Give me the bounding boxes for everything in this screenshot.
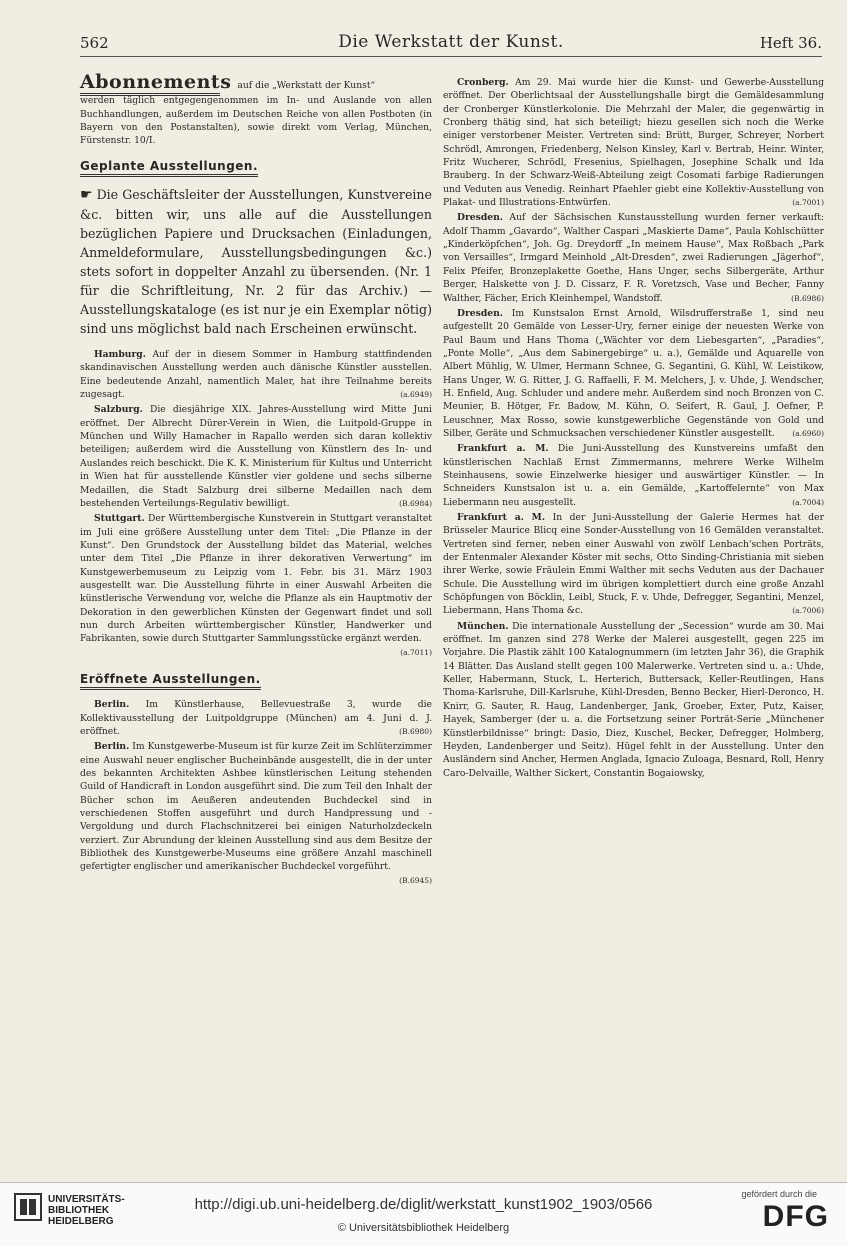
dfg-logo: DFG: [762, 1200, 829, 1233]
entry-ref: (a.6960): [792, 428, 824, 438]
entry-text: Die diesjährige XIX. Jahres-Ausstellung wird Mitte Juni eröffnet. Der Albrecht Dürer-Verein in Wien, die Luitpold-Gruppe in München und Willy Hamacher in Rapallo werden sich daran kollektiv beteiligen; außerdem wird die Ausstellung von Künstlern des In- und Auslandes reich beschickt. Die K. K. Ministerium für Kultus und Unterricht in Wien hat für ausstellende Künstler vier goldene und sechs silberne Medaillen, die Stadt Salzburg drei silberne Medaillen nach dem bestehenden Verteilungs-Regulativ bewilligt.: [80, 404, 432, 509]
entry-city: Stuttgart.: [94, 513, 145, 525]
entry-dresden-1: [443, 211, 824, 304]
entry-salzburg: [80, 403, 432, 510]
entry-dresden-2: [443, 307, 824, 440]
entry-text: Auf der Sächsischen Kunstausstellung wurden ferner verkauft: Adolf Thamm „Gavardo“, Walther Caspari „Maskierte Dame“, Paula Kohlschütter „Kinderköpfchen“, Joh. Gg. Dreydorff „In meinem Hause“, Max Roßbach „Park von Versailles“, Irmgard Meinhold „Alt-Dresden“, zwei Radierungen „Jägerhof“, Felix Pfeifer, Bronzeplakette Goethe, Hans Unger, sechs Silbergeräte, Arthur Berger, Halskette von J. D. Cissarz, F. R. Voretzsch, Vase und Becher, Fanny Walther, Fächer, Erich Kleinhempel, Wandstoff.: [443, 212, 824, 304]
right-column: [443, 76, 824, 782]
header-rule: [80, 56, 822, 57]
entry-ref: (a.6949): [400, 390, 432, 400]
entry-text: In der Juni-Ausstellung der Galerie Hermes hat der Brüsseler Maurice Blicq eine Sonder-Ausstellung von 16 Gemälden veranstaltet. Vertreten sind ferner, neben einer Auswahl von zwölf Lenbach'schen Porträts, der Entenmaler Alexander Köster mit sechs, Otto Sinding-Christiania mit sieben ihrer Werke, sowie Fräulein Emmi Walther mit sechs Veduten aus der Dachauer Schule. Die Ausstellung wird im übrigen komplettiert durch eine große Anzahl Schöpfungen von Böcklin, Leibl, Stuck, F. v. Uhde, Defregger, Segantini, Menzel, Liebermann, Hans Thoma &c.: [443, 512, 824, 617]
notice-text: Die Geschäftsleiter der Ausstellungen, Kunstvereine &c. bitten wir, uns alle auf die Ausstellungen bezüglichen Papiere und Drucksachen (Einladungen, Anmeldeformulare, Ausstellungsbedingungen &c.) stets sofort in doppelter Anzahl zu übersenden. (Nr. 1 für die Schriftleitung, Nr. 2 für das Archiv.) — Ausstellungskataloge (es ist nur je ein Exemplar nötig) sind uns möglichst bald nach Erscheinen erwünscht.: [80, 187, 432, 337]
entry-text: Im Künstlerhause, Bellevuestraße 3, wurde die Kollektivausstellung der Luitpoldgruppe (München) am 4. Juni d. J. eröffnet.: [80, 699, 432, 737]
entry-hamburg: [80, 348, 432, 401]
library-banner: [0, 1182, 847, 1246]
entry-stuttgart: [80, 512, 432, 659]
entry-city: Salzburg.: [94, 404, 143, 416]
entry-city: Cronberg.: [457, 77, 509, 88]
digital-url-link[interactable]: http://digi.ub.uni-heidelberg.de/diglit/werkstatt_kunst1902_1903/0566: [194, 1196, 653, 1213]
entry-city: Frankfurt a. M.: [457, 512, 546, 523]
entry-ref: (a.7001): [792, 198, 824, 208]
entry-city: Berlin.: [94, 699, 130, 711]
entry-text: Im Kunstgewerbe-Museum ist für kurze Zeit im Schlüterzimmer eine Auswahl neuer englischer Bucheinbände ausgestellt, die in der unter des bekannten Architekten Ashbee künstlerischen Leitung stehenden Guild of Handicraft in London ausgeführt sind. Die zum Teil den Inhalt der Bücher schon im Aeußeren andeutenden Buchdeckel sind in verschiedenen Stoffen ausgeführt und durch Handpressung und -Vergoldung und durch Flachschnitzerei bei einigen Naturholzdeckeln verziert. Zur Abrundung der kleinen Ausstellung sind aus dem Besitze der Bibliothek des Kunstgewerbe-Museums eine größere Anzahl maschinell gefertigter englischer und amerikanischer Buchdeckel vorgeführt.: [80, 741, 432, 873]
entry-ref: (a.7011): [400, 647, 432, 657]
page-number: 562: [80, 34, 109, 52]
entry-city: Dresden.: [457, 307, 503, 319]
issue-number: Heft 36.: [759, 34, 822, 52]
entry-ref: (B.6984): [399, 498, 432, 508]
entry-city: Berlin.: [94, 741, 130, 753]
abonnements-block: [80, 71, 432, 148]
entry-city: Dresden.: [457, 212, 503, 224]
entry-text: Der Württembergische Kunstverein in Stuttgart veranstaltet im Juli eine größere Ausstellung unter dem Titel: „Die Pflanze in der Kunst“. Den Grundstock der Ausstellung bildet das Material, welches unter dem Titel „Die Pflanze in ihrer dekorativen Verwertung“ im Kunstgewerbemuseum zu Leipzig vom 1. Febr. bis 31. März 1903 ausgestellt war. Die Ausstellung führte in einer Auswahl Arbeiten die künstlerische Verwendung vor, welche die Pflanze als ein Hauptmotiv der Dekoration in den gewerblichen Künsten der Gegenwart findet und soll nun durch Arbeiten württembergischer Künstler, Handwerker und Fabrikanten, sowie durch Stuttgarter Sammlungsstücke ergänzt werden.: [80, 513, 432, 645]
abonnements-intro: auf die „Werkstatt der Kunst“: [237, 80, 376, 91]
entry-text: Die internationale Ausstellung der „Secession“ wurde am 30. Mai eröffnet. Im ganzen sind 278 Werke der Malerei ausgestellt, gegen 225 im Vorjahre. Die Plastik zählt 100 Katalognummern (im letzten Jahr 36), die Graphik 14 Blätter. Das Ausland stellt gegen 100 Malerwerke. Vertreten sind u. a.: Uhde, Keller, Habermann, Stuck, L. Herterich, Buttersack, Keller-Reutlingen, Hans Thoma-Karlsruhe, Dill-Karlsruhe, Kühl-Dresden, Benno Becker, Hierl-Deronco, H. Knirr, G. Sauter, R. Haug, Landenberger, Jank, Groeber, Exter, Putz, Kaiser, Hayek, Samberger (der u. a. die Fortsetzung seiner Porträt-Serie „Münchener Künstlerbildnisse“ bringt: Dasio, Diez, Kuschel, Becker, Defregger, Holmberg, Heyden, Landenberger und Seitz). Hügel fehlt in der Ausstellung. Unter den Ausländern sind Ancher, Hermen Anglada, Ignacio Zuloaga, Besnard, Roll, Henry Caro-Delvaille, Walther Sickert, Constantin Bogaiowsky,: [443, 620, 824, 779]
entry-ref: (B.6986): [791, 293, 824, 303]
entry-ref: (a.7004): [792, 497, 824, 507]
entry-text: Am 29. Mai wurde hier die Kunst- und Gewerbe-Ausstellung eröffnet. Der Oberlichtsaal der Ausstellungshalle birgt die Gemäldesammlung der Cronberger Künstlerkolonie. Die Mehrzahl der Maler, die gegenwärtig in Cronberg thätig sind, hat sich beteiligt; hiezu gesellen sich noch die Werke einiger verstorbener Meister. Vertreten sind: Brütt, Burger, Schreyer, Norbert Schrödl, Amrongen, Friedenberg, Nelson Kinsley, Karl v. Bertrab, Heinr. Winter, Fritz Wucherer, Schrödl, Fresenius, Spielhagen, Josephine Schalk und Ida Brauberg. In der Schwarz-Weiß-Abteilung zeigt Cosomati farbige Radierungen und Veduten aus Venedig. Reinhart Pfaehler giebt eine Kollektiv-Ausstellung von Plakat- und Illustrations-Entwürfen.: [443, 77, 824, 209]
entry-frankfurt-2: [443, 511, 824, 618]
entry-city: Frankfurt a. M.: [457, 443, 549, 455]
entry-city: München.: [457, 620, 509, 632]
geplante-notice: [80, 185, 432, 338]
entry-ref: (B.6980): [399, 727, 432, 736]
entry-text: Die Juni-Ausstellung des Kunstvereins umfaßt den künstlerischen Nachlaß Ernst Zimmermanns, mehrere Werke Wilhelm Steinhausens, sowie Einzelwerke hiesiger und auswärtiger Künstler. — In Schneiders Kunstsalon ist u. a. ein Gemälde, „Kartoffelernte“ von Max Liebermann neu ausgestellt.: [443, 443, 824, 508]
left-column: [80, 71, 433, 889]
entry-cronberg: [443, 76, 824, 209]
geplante-heading: Geplante Ausstellungen.: [80, 160, 258, 177]
library-name-line: HEIDELBERG: [48, 1216, 114, 1227]
entry-frankfurt-1: [443, 442, 824, 509]
running-title: Die Werkstatt der Kunst.: [338, 32, 564, 52]
entry-berlin-2: [80, 740, 432, 887]
entry-berlin-1: [80, 698, 432, 738]
entry-text: Im Kunstsalon Ernst Arnold, Wilsdrufferstraße 1, sind neu aufgestellt 20 Gemälde von Lesser-Ury, ferner einige der neuesten Werke von Paul Baum und Hans Thoma („Wächter vor dem Liebesgarten“, „Paradies“, „Ponte Molle“, „Aus dem Sabinergebirge“ u. a.), Gemälde und Aquarelle von Albert Mühlig, W. Ulmer, Hermann Schnee, G. Segantini, G. Kühl, W. Leistikow, Hans Unger, W. G. Ritter, J. G. Raffaelli, F. M. Melchers, J. v. Uhde, J. Wendscher, H. Enfield, Aug. Schluder und andere mehr. Außerdem sind noch Bronzen von C. Meunier, B. Hötger, Fr. Badow, M. Kühn, O. Seifert, R. Gaul, J. Oefner, P. Leuschner, Max Rosso, sowie kunstgewerbliche Gegenstände von Gold und Silber, Geräte und Schmucksachen verschiedener Künstler ausgestellt.: [443, 307, 825, 439]
entry-city: Hamburg.: [94, 349, 146, 361]
running-header: [80, 32, 822, 58]
abonnements-text: werden täglich entgegengenommen im In- und Auslande von allen Buchhandlungen, außerdem im Deutschen Reiche von allen Postboten (in Bayern von den Postanstalten), sowie direkt vom Verlag, München, Fürstenstr. 10/I.: [80, 95, 432, 147]
copyright-text: © Universitätsbibliothek Heidelberg: [337, 1222, 510, 1234]
abonnements-title: Abonnements: [80, 71, 232, 93]
funded-by-text: gefördert durch die: [741, 1189, 817, 1199]
entry-text: Auf der in diesem Sommer in Hamburg stattfindenden skandinavischen Ausstellung werden auch dänische Künstler ausstellen. Eine bedeutende Anzahl, namentlich Maler, hat ihre Teilnahme bereits zugesagt.: [80, 349, 433, 401]
pointing-hand-icon: ☛: [80, 187, 93, 204]
entry-ref: (a.7006): [792, 606, 824, 616]
entry-muenchen: [443, 620, 824, 780]
eroeffnete-heading: Eröffnete Ausstellungen.: [80, 673, 261, 690]
library-name-line: BIBLIOTHEK: [48, 1205, 110, 1216]
entry-ref: (B.6945): [399, 875, 432, 885]
library-name-line: UNIVERSITÄTS-: [48, 1194, 125, 1205]
